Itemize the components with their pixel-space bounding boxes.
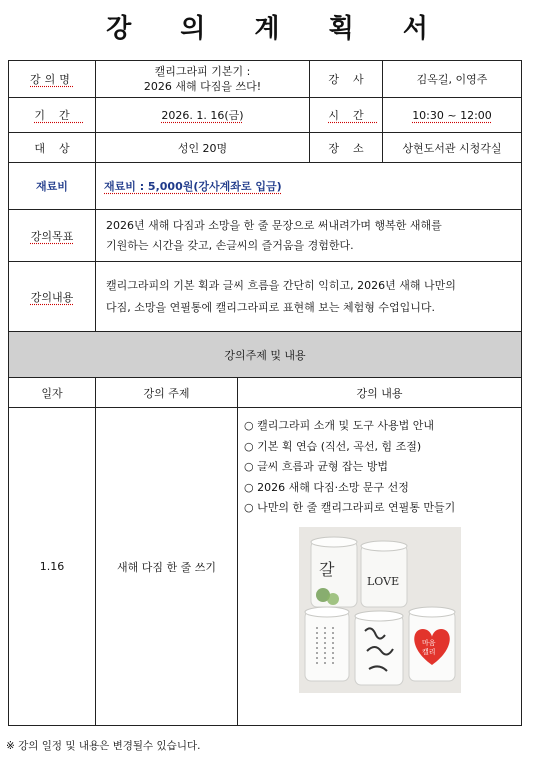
period-value: 2026. 1. 16(금) (96, 98, 310, 133)
fee-value: 재료비 : 5,000원(강사계좌로 입금) (96, 163, 522, 210)
list-item: ○ 2026 새해 다짐·소망 문구 선정 (244, 480, 409, 494)
row-content (9, 262, 522, 332)
schedule-date: 1.16 (9, 408, 96, 726)
fee-label: 재료비 (9, 163, 96, 210)
goal-label: 강의목표 (9, 210, 96, 262)
row-goal (9, 210, 522, 262)
footnote: ※ 강의 일정 및 내용은 변경될수 있습니다. (6, 740, 201, 752)
period-label: 기간 (9, 98, 96, 133)
row-target (9, 133, 522, 163)
target-value: 성인 20명 (96, 133, 310, 163)
row-fee (9, 163, 522, 210)
mug1-text: 갈 (318, 559, 334, 579)
mug5-text: 마음 (421, 638, 436, 647)
target-label: 대상 (9, 133, 96, 163)
list-item: ○ 나만의 한 줄 캘리그라피로 연필통 만들기 (244, 501, 456, 514)
time-label: 시간 (310, 98, 383, 133)
instructor-label: 강사 (310, 61, 383, 98)
list-item: ○ 기본 획 연습 (직선, 곡선, 힘 조절) (244, 439, 422, 453)
header-topic: 강의 주제 (96, 378, 238, 408)
instructor-value: 김옥길, 이영주 (383, 61, 522, 98)
row-schedule-header (9, 378, 522, 408)
pencil-cups-photo (299, 527, 461, 693)
list-item: ○ 글씨 흐름과 균형 잡는 방법 (244, 460, 388, 473)
header-content: 강의 내용 (238, 378, 522, 408)
header-date: 일자 (9, 378, 96, 408)
mug5b-text: 캘리 (421, 647, 436, 656)
content-label: 강의내용 (9, 262, 96, 332)
schedule-items (238, 408, 522, 726)
list-item: ○ 캘리그라피 소개 및 도구 사용법 안내 (244, 419, 434, 432)
content-text: 캘리그라피의 기본 획과 글씨 흐름을 간단히 익히고, 2026년 새해 나만의 다짐, 소망을 연필통에 캘리그라피로 표현해 보는 체험형 수업입니다. (96, 262, 522, 332)
section-title: 강의주제 및 내용 (9, 332, 522, 378)
place-label: 장소 (310, 133, 383, 163)
course-label: 강의명 (9, 61, 96, 98)
row-schedule (9, 408, 522, 726)
row-period (9, 98, 522, 133)
row-section-title (9, 332, 522, 378)
time-value: 10:30 ~ 12:00 (383, 98, 522, 133)
plan-table (8, 60, 522, 726)
row-course (9, 61, 522, 98)
page-title: 강 의 계 획 서 (106, 14, 448, 44)
course-value: 캘리그라피 기본기 : 2026 새해 다짐을 쓰다! (96, 61, 310, 98)
place-value: 상현도서관 시청각실 (383, 133, 522, 163)
goal-text: 2026년 새해 다짐과 소망을 한 줄 문장으로 써내려가며 행복한 새해를 기원하는 시간을 갖고, 손글씨의 즐거움을 경험한다. (96, 210, 522, 262)
schedule-topic: 새해 다짐 한 줄 쓰기 (96, 408, 238, 726)
mug2-text: LOVE (366, 574, 399, 588)
